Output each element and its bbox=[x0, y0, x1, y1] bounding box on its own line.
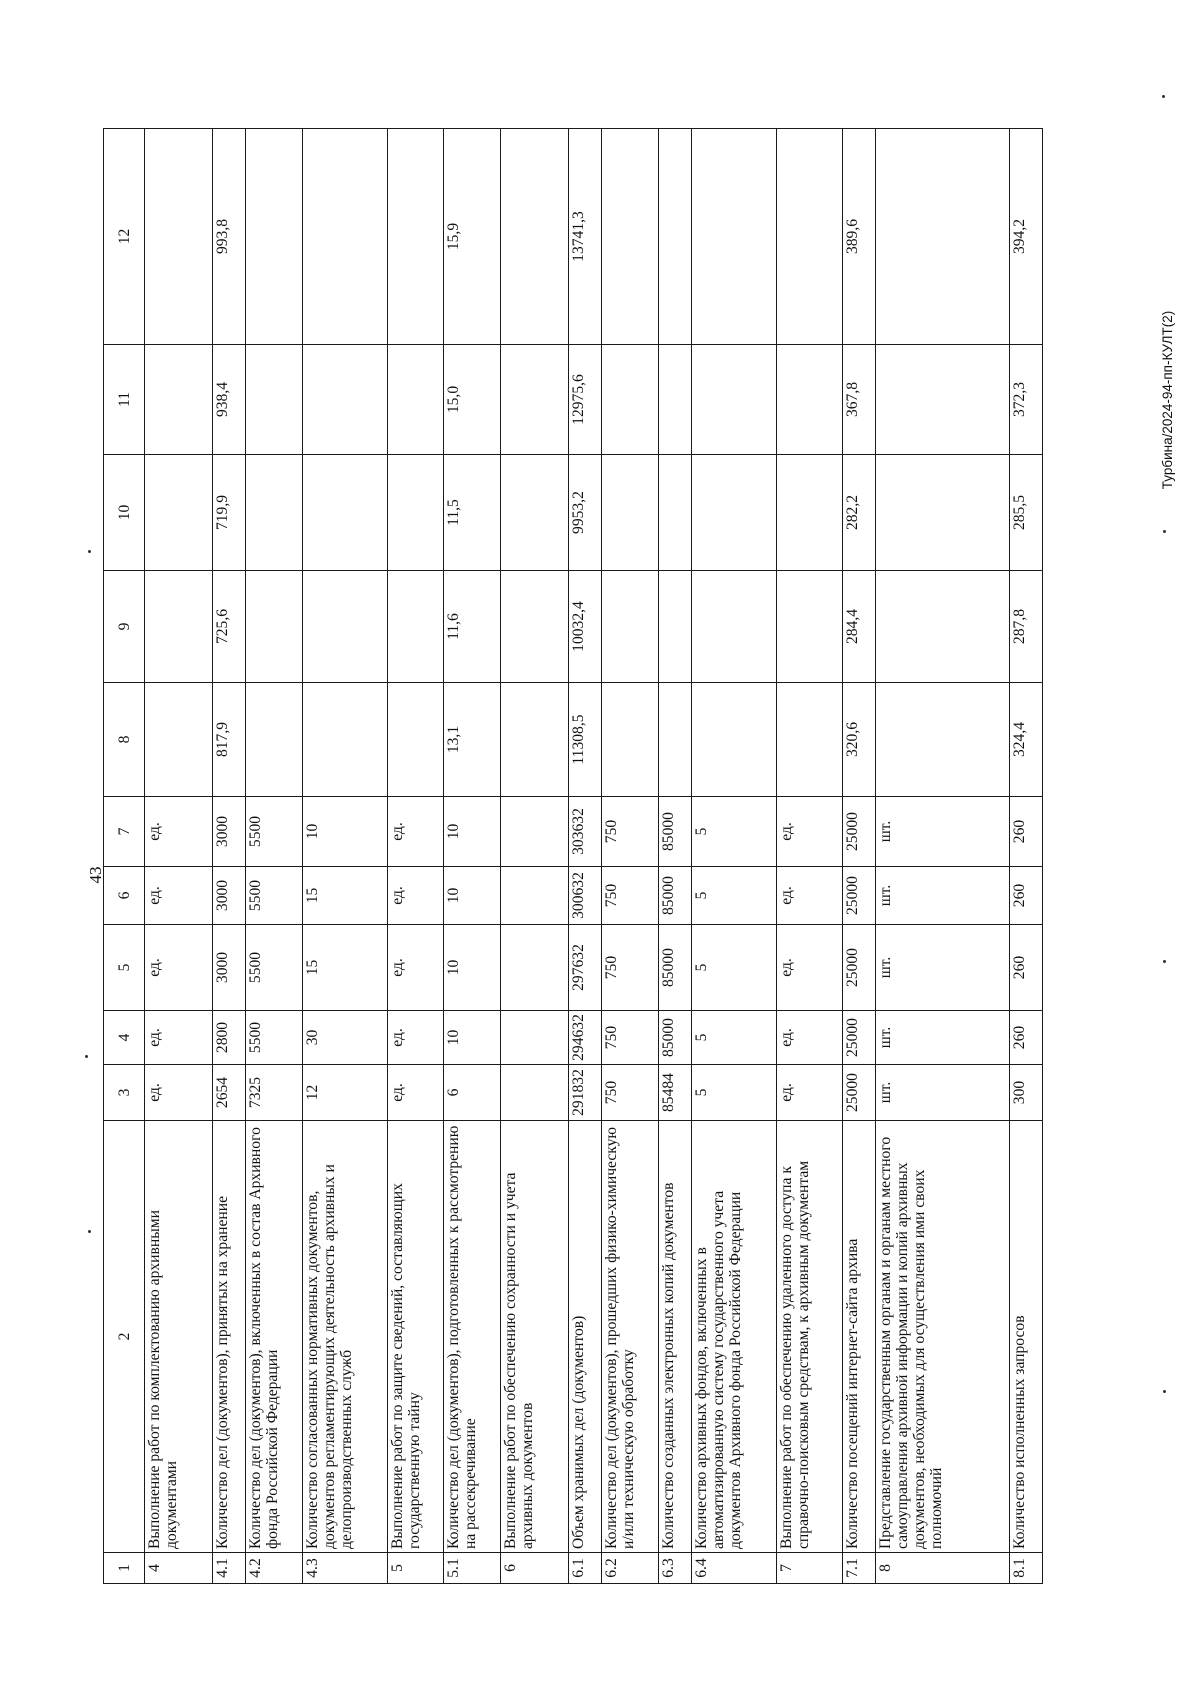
value-cell: 291832 bbox=[569, 1065, 602, 1121]
value-cell: 938,4 bbox=[213, 345, 246, 455]
table-row bbox=[875, 129, 1009, 1584]
value-cell: ед. bbox=[145, 925, 213, 1011]
value-cell bbox=[387, 129, 444, 345]
value-cell: 303632 bbox=[569, 797, 602, 867]
indicators-table bbox=[103, 128, 1043, 1584]
value-cell: 85000 bbox=[658, 925, 691, 1011]
value-cell bbox=[875, 683, 1009, 797]
table-row bbox=[658, 129, 691, 1584]
value-cell: 13741,3 bbox=[569, 129, 602, 345]
value-cell bbox=[387, 683, 444, 797]
table-row bbox=[145, 129, 213, 1584]
indicator-name-cell: Количество посещений интернет-сайта архива bbox=[842, 1121, 875, 1553]
column-header: 1 bbox=[104, 1553, 145, 1584]
value-cell: ед. bbox=[776, 925, 842, 1011]
value-cell bbox=[602, 571, 659, 683]
value-cell bbox=[246, 571, 303, 683]
row-number-cell: 8.1 bbox=[1009, 1553, 1042, 1584]
value-cell bbox=[302, 129, 387, 345]
value-cell bbox=[302, 345, 387, 455]
value-cell: ед. bbox=[387, 1065, 444, 1121]
scan-speck bbox=[1163, 960, 1166, 963]
value-cell: 25000 bbox=[842, 925, 875, 1011]
table-row bbox=[602, 129, 659, 1584]
column-header: 6 bbox=[104, 867, 145, 925]
value-cell bbox=[776, 455, 842, 571]
column-header: 5 bbox=[104, 925, 145, 1011]
table-body bbox=[145, 129, 1043, 1584]
value-cell: 287,8 bbox=[1009, 571, 1042, 683]
value-cell bbox=[145, 129, 213, 345]
value-cell: 10 bbox=[444, 1011, 501, 1065]
value-cell bbox=[602, 455, 659, 571]
value-cell bbox=[500, 571, 568, 683]
indicator-name-cell: Выполнение работ по защите сведений, составляющих государственную тайну bbox=[387, 1121, 444, 1553]
value-cell bbox=[246, 455, 303, 571]
value-cell: 297632 bbox=[569, 925, 602, 1011]
value-cell bbox=[500, 1065, 568, 1121]
value-cell: шт. bbox=[875, 867, 1009, 925]
row-number-cell: 6.3 bbox=[658, 1553, 691, 1584]
value-cell: 11,6 bbox=[444, 571, 501, 683]
value-cell: 284,4 bbox=[842, 571, 875, 683]
value-cell: 11308,5 bbox=[569, 683, 602, 797]
value-cell bbox=[145, 571, 213, 683]
indicator-name-cell: Количество согласованных нормативных документов, документов регламентирующих деятельность архивных и делопроизводственных служб bbox=[302, 1121, 387, 1553]
value-cell: 12 bbox=[302, 1065, 387, 1121]
value-cell: 300632 bbox=[569, 867, 602, 925]
row-number-cell: 7.1 bbox=[842, 1553, 875, 1584]
value-cell bbox=[246, 129, 303, 345]
indicator-name-cell: Выполнение работ по комплектованию архивными документами bbox=[145, 1121, 213, 1553]
indicator-name-cell: Количество архивных фондов, включенных в автоматизированную систему государственного учета документов Архивного фонда Российской Федерации bbox=[691, 1121, 776, 1553]
page-number: 43 bbox=[86, 866, 105, 884]
value-cell: 750 bbox=[602, 925, 659, 1011]
row-number-cell: 6.2 bbox=[602, 1553, 659, 1584]
value-cell: 85484 bbox=[658, 1065, 691, 1121]
row-number-cell: 6.4 bbox=[691, 1553, 776, 1584]
value-cell: 300 bbox=[1009, 1065, 1042, 1121]
value-cell: 10 bbox=[302, 797, 387, 867]
value-cell: 25000 bbox=[842, 1065, 875, 1121]
value-cell bbox=[658, 683, 691, 797]
value-cell: 10 bbox=[444, 797, 501, 867]
indicator-name-cell: Количество дел (документов), подготовленных к рассмотрению на рассекречивание bbox=[444, 1121, 501, 1553]
value-cell: 750 bbox=[602, 797, 659, 867]
table-row bbox=[691, 129, 776, 1584]
value-cell: ед. bbox=[145, 867, 213, 925]
value-cell bbox=[302, 683, 387, 797]
value-cell: 389,6 bbox=[842, 129, 875, 345]
indicator-name-cell: Количество созданных электронных копий документов bbox=[658, 1121, 691, 1553]
indicator-name-cell: Количество дел (документов), прошедших физико-химическую и/или техническую обработку bbox=[602, 1121, 659, 1553]
document-footer-code: Турбина/2024-94-пп-КУЛТ(2) bbox=[1160, 310, 1175, 490]
row-number-cell: 6 bbox=[500, 1553, 568, 1584]
value-cell: 285,5 bbox=[1009, 455, 1042, 571]
value-cell: шт. bbox=[875, 1065, 1009, 1121]
value-cell: 817,9 bbox=[213, 683, 246, 797]
table-row bbox=[569, 129, 602, 1584]
value-cell: 10 bbox=[444, 867, 501, 925]
value-cell: 2654 bbox=[213, 1065, 246, 1121]
value-cell bbox=[776, 571, 842, 683]
value-cell: 260 bbox=[1009, 797, 1042, 867]
value-cell bbox=[691, 129, 776, 345]
value-cell: 15,0 bbox=[444, 345, 501, 455]
value-cell: 25000 bbox=[842, 1011, 875, 1065]
value-cell bbox=[602, 129, 659, 345]
table-row bbox=[246, 129, 303, 1584]
value-cell: 13,1 bbox=[444, 683, 501, 797]
table-row bbox=[387, 129, 444, 1584]
value-cell: 324,4 bbox=[1009, 683, 1042, 797]
value-cell: 2800 bbox=[213, 1011, 246, 1065]
value-cell: 5 bbox=[691, 1065, 776, 1121]
value-cell: 725,6 bbox=[213, 571, 246, 683]
value-cell bbox=[500, 129, 568, 345]
value-cell bbox=[145, 683, 213, 797]
value-cell: 320,6 bbox=[842, 683, 875, 797]
value-cell bbox=[500, 797, 568, 867]
row-number-cell: 4.1 bbox=[213, 1553, 246, 1584]
value-cell bbox=[691, 345, 776, 455]
value-cell: 7325 bbox=[246, 1065, 303, 1121]
value-cell: 85000 bbox=[658, 867, 691, 925]
value-cell: шт. bbox=[875, 1011, 1009, 1065]
value-cell: 367,8 bbox=[842, 345, 875, 455]
value-cell: ед. bbox=[387, 797, 444, 867]
value-cell bbox=[246, 345, 303, 455]
value-cell: 15 bbox=[302, 925, 387, 1011]
column-header: 11 bbox=[104, 345, 145, 455]
value-cell: ед. bbox=[387, 925, 444, 1011]
value-cell: 85000 bbox=[658, 1011, 691, 1065]
value-cell bbox=[387, 455, 444, 571]
value-cell: ед. bbox=[145, 1065, 213, 1121]
value-cell bbox=[875, 129, 1009, 345]
row-number-cell: 4 bbox=[145, 1553, 213, 1584]
value-cell: 15 bbox=[302, 867, 387, 925]
value-cell bbox=[387, 571, 444, 683]
value-cell: ед. bbox=[387, 867, 444, 925]
value-cell: 25000 bbox=[842, 867, 875, 925]
value-cell: 5500 bbox=[246, 925, 303, 1011]
value-cell: ед. bbox=[776, 797, 842, 867]
value-cell bbox=[875, 345, 1009, 455]
table-row bbox=[776, 129, 842, 1584]
value-cell bbox=[500, 1011, 568, 1065]
value-cell bbox=[658, 345, 691, 455]
value-cell: 5500 bbox=[246, 867, 303, 925]
table-row bbox=[302, 129, 387, 1584]
value-cell bbox=[302, 455, 387, 571]
value-cell: 5 bbox=[691, 797, 776, 867]
column-header: 7 bbox=[104, 797, 145, 867]
value-cell: 3000 bbox=[213, 867, 246, 925]
value-cell: 5 bbox=[691, 867, 776, 925]
value-cell: 5 bbox=[691, 925, 776, 1011]
indicator-name-cell: Выполнение работ по обеспечению сохранности и учета архивных документов bbox=[500, 1121, 568, 1553]
value-cell: 5500 bbox=[246, 797, 303, 867]
indicator-name-cell: Количество исполненных запросов bbox=[1009, 1121, 1042, 1553]
indicator-name-cell: Выполнение работ по обеспечению удаленного доступа к справочно-поисковым средствам, к архивным документам bbox=[776, 1121, 842, 1553]
value-cell: 9953,2 bbox=[569, 455, 602, 571]
scan-speck bbox=[85, 1055, 88, 1058]
value-cell: ед. bbox=[145, 1011, 213, 1065]
value-cell: 750 bbox=[602, 867, 659, 925]
scan-speck bbox=[1162, 95, 1165, 98]
column-header: 3 bbox=[104, 1065, 145, 1121]
value-cell bbox=[602, 683, 659, 797]
value-cell bbox=[145, 455, 213, 571]
row-number-cell: 5.1 bbox=[444, 1553, 501, 1584]
value-cell bbox=[500, 455, 568, 571]
value-cell: 282,2 bbox=[842, 455, 875, 571]
value-cell: 260 bbox=[1009, 867, 1042, 925]
value-cell bbox=[500, 925, 568, 1011]
value-cell: 25000 bbox=[842, 797, 875, 867]
value-cell bbox=[602, 345, 659, 455]
value-cell: 993,8 bbox=[213, 129, 246, 345]
value-cell bbox=[658, 571, 691, 683]
column-header: 9 bbox=[104, 571, 145, 683]
indicator-name-cell: Количество дел (документов), принятых на хранение bbox=[213, 1121, 246, 1553]
value-cell: 372,3 bbox=[1009, 345, 1042, 455]
column-header: 2 bbox=[104, 1121, 145, 1553]
value-cell: шт. bbox=[875, 925, 1009, 1011]
value-cell bbox=[776, 129, 842, 345]
value-cell: 394,2 bbox=[1009, 129, 1042, 345]
value-cell bbox=[500, 867, 568, 925]
column-header: 4 bbox=[104, 1011, 145, 1065]
value-cell bbox=[658, 129, 691, 345]
table-row bbox=[444, 129, 501, 1584]
value-cell: ед. bbox=[387, 1011, 444, 1065]
value-cell: 3000 bbox=[213, 797, 246, 867]
table-row bbox=[500, 129, 568, 1584]
row-number-cell: 4.2 bbox=[246, 1553, 303, 1584]
value-cell: 719,9 bbox=[213, 455, 246, 571]
value-cell bbox=[302, 571, 387, 683]
value-cell bbox=[387, 345, 444, 455]
scan-speck bbox=[1163, 1390, 1166, 1393]
table-row bbox=[1009, 129, 1042, 1584]
value-cell bbox=[776, 345, 842, 455]
row-number-cell: 5 bbox=[387, 1553, 444, 1584]
column-header: 12 bbox=[104, 129, 145, 345]
value-cell: 750 bbox=[602, 1011, 659, 1065]
value-cell bbox=[246, 683, 303, 797]
value-cell bbox=[691, 455, 776, 571]
value-cell bbox=[658, 455, 691, 571]
value-cell: ед. bbox=[145, 797, 213, 867]
value-cell bbox=[875, 571, 1009, 683]
indicator-name-cell: Объем хранимых дел (документов) bbox=[569, 1121, 602, 1553]
row-number-cell: 4.3 bbox=[302, 1553, 387, 1584]
scan-speck bbox=[88, 1230, 91, 1233]
table-row bbox=[213, 129, 246, 1584]
value-cell: 10032,4 bbox=[569, 571, 602, 683]
value-cell: шт. bbox=[875, 797, 1009, 867]
indicators-table-wrapper bbox=[103, 129, 1043, 1584]
scan-speck bbox=[88, 550, 91, 553]
value-cell: 6 bbox=[444, 1065, 501, 1121]
value-cell bbox=[875, 455, 1009, 571]
value-cell: 12975,6 bbox=[569, 345, 602, 455]
value-cell: 30 bbox=[302, 1011, 387, 1065]
row-number-cell: 7 bbox=[776, 1553, 842, 1584]
column-header: 8 bbox=[104, 683, 145, 797]
value-cell: 10 bbox=[444, 925, 501, 1011]
value-cell: ед. bbox=[776, 1065, 842, 1121]
value-cell: ед. bbox=[776, 867, 842, 925]
value-cell: 5 bbox=[691, 1011, 776, 1065]
value-cell bbox=[500, 683, 568, 797]
row-number-cell: 6.1 bbox=[569, 1553, 602, 1584]
value-cell: 85000 bbox=[658, 797, 691, 867]
indicator-name-cell: Количество дел (документов), включенных в состав Архивного фонда Российской Федерации bbox=[246, 1121, 303, 1553]
value-cell: 11,5 bbox=[444, 455, 501, 571]
indicator-name-cell: Представление государственным органам и органам местного самоуправления архивной информации и копий архивных документов, необходимых для осуществления ими своих полномочий bbox=[875, 1121, 1009, 1553]
value-cell: 15,9 bbox=[444, 129, 501, 345]
row-number-cell: 8 bbox=[875, 1553, 1009, 1584]
value-cell bbox=[500, 345, 568, 455]
value-cell: 3000 bbox=[213, 925, 246, 1011]
table-header-row bbox=[104, 129, 145, 1584]
column-header: 10 bbox=[104, 455, 145, 571]
table-row bbox=[842, 129, 875, 1584]
value-cell: 260 bbox=[1009, 925, 1042, 1011]
value-cell: 5500 bbox=[246, 1011, 303, 1065]
value-cell bbox=[776, 683, 842, 797]
value-cell: 750 bbox=[602, 1065, 659, 1121]
value-cell bbox=[691, 571, 776, 683]
value-cell: 294632 bbox=[569, 1011, 602, 1065]
value-cell: 260 bbox=[1009, 1011, 1042, 1065]
value-cell bbox=[145, 345, 213, 455]
value-cell: ед. bbox=[776, 1011, 842, 1065]
value-cell bbox=[691, 683, 776, 797]
